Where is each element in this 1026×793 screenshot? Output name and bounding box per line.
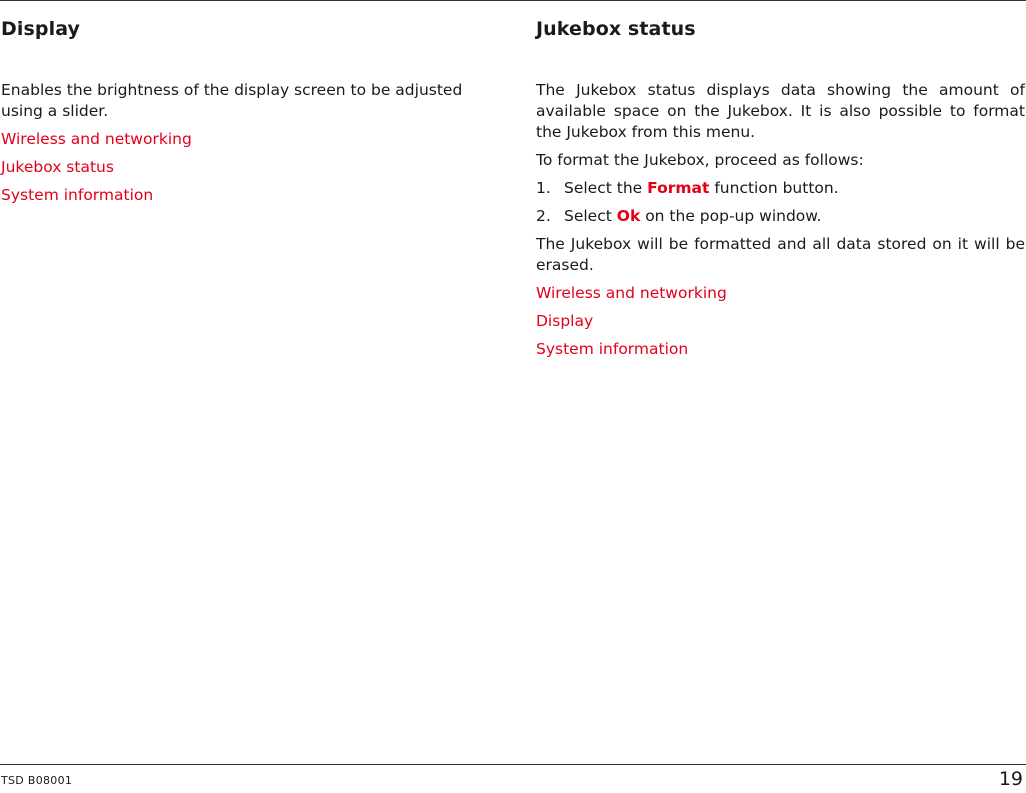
link-system-information[interactable]: System information [536, 340, 689, 358]
step-text: Select Ok on the pop-up window. [564, 207, 822, 225]
display-body [1, 80, 493, 206]
step-text: Select the Format function button. [564, 179, 839, 197]
jukebox-status-description: The Jukebox status displays data showing the amount of available space on the Jukebox. It is also possible to format the Jukebox from this menu. [536, 81, 1025, 141]
ok-keyword: Ok [616, 207, 641, 225]
document-code: TSD B08001 [1, 774, 73, 787]
format-warning: The Jukebox will be formatted and all data stored on it will be erased. [536, 235, 1025, 274]
link-jukebox-status[interactable]: Jukebox status [1, 158, 114, 176]
display-heading: Display [1, 18, 81, 40]
jukebox-status-body [536, 80, 1025, 360]
format-steps [536, 178, 1025, 227]
display-section [1, 16, 493, 213]
jukebox-status-section [536, 16, 1025, 367]
link-display[interactable]: Display [536, 312, 594, 330]
format-keyword: Format [647, 179, 710, 197]
jukebox-status-heading: Jukebox status [536, 18, 696, 40]
step-number: 2. [536, 207, 551, 225]
top-rule [0, 0, 1026, 1]
link-wireless-networking[interactable]: Wireless and networking [536, 284, 727, 302]
page-number: 19 [998, 768, 1023, 790]
format-step [536, 206, 1025, 227]
format-step [536, 178, 1025, 199]
footer-rule [0, 764, 1026, 765]
step-number: 1. [536, 179, 551, 197]
link-system-information[interactable]: System information [1, 186, 154, 204]
link-wireless-networking[interactable]: Wireless and networking [1, 130, 192, 148]
display-description: Enables the brightness of the display screen to be adjusted using a slider. [1, 81, 463, 120]
format-intro: To format the Jukebox, proceed as follows: [536, 151, 864, 169]
